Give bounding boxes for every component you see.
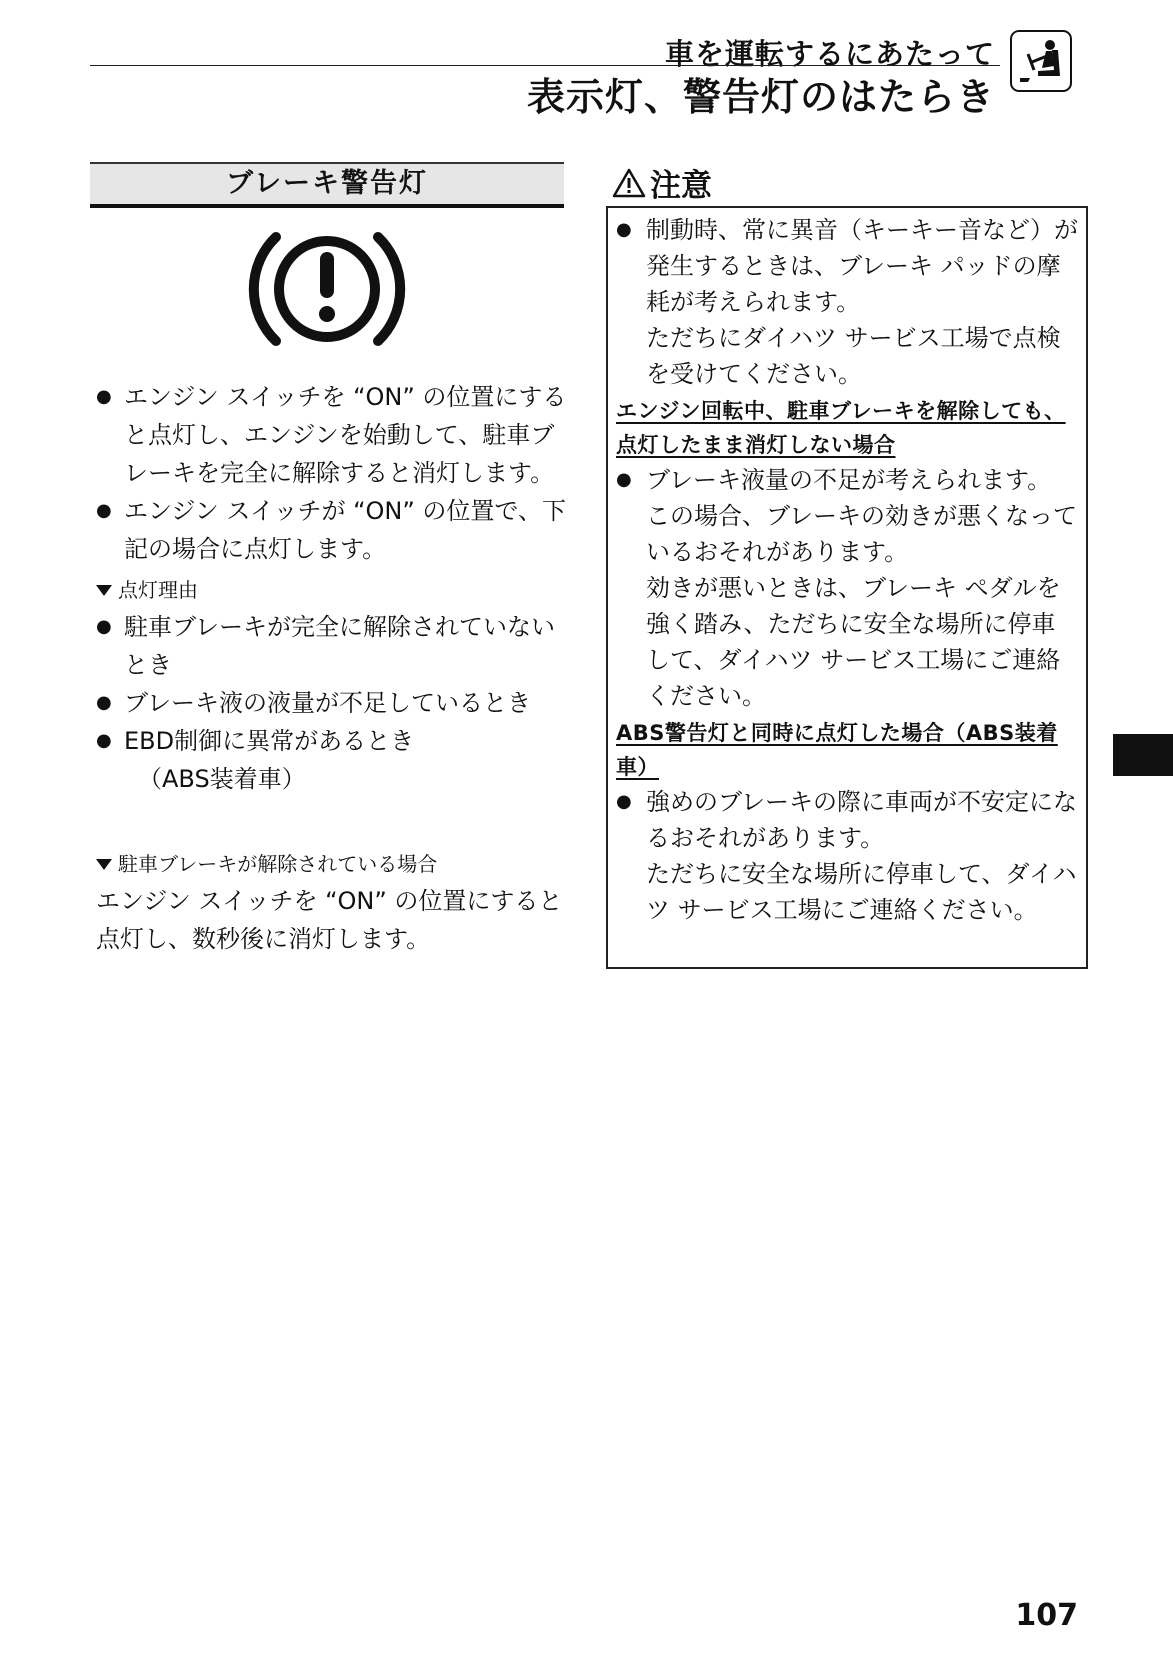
released-heading [96, 846, 576, 882]
section-heading: ブレーキ警告灯 [90, 162, 564, 208]
caution-text [646, 212, 1078, 392]
caution-subheading: ABS警告灯と同時に点灯した場合（ABS装着車） [616, 721, 1058, 779]
list-item [96, 684, 576, 722]
caution-heading [612, 160, 712, 205]
reason-text: EBD制御に異常があるとき [124, 727, 415, 755]
bullet-icon: ● [96, 692, 112, 713]
caution-item-text: ただちにダイハツ サービス工場で点検を受けてください。 [646, 324, 1061, 388]
triangle-down-icon [96, 859, 112, 870]
bullet-icon: ● [96, 730, 112, 751]
bullet-icon: ● [96, 500, 112, 521]
list-item [616, 784, 1078, 928]
left-column [96, 378, 576, 958]
warning-triangle-icon [612, 168, 646, 198]
list-item [96, 608, 576, 684]
caution-box [606, 206, 1088, 969]
list-item [96, 722, 576, 760]
caution-item-text: ブレーキ液量の不足が考えられます。 [646, 466, 1052, 494]
bullet-text: エンジン スイッチを “ON” の位置にすると点灯し、エンジンを始動して、駐車ブレーキを完全に解除すると消灯します。 [124, 383, 567, 487]
caution-item-text: 制動時、常に異音（キーキー音など）が発生するときは、ブレーキ パッドの摩耗が考えられます。 [646, 216, 1078, 316]
caution-text [646, 784, 1078, 928]
released-heading-label: 駐車ブレーキが解除されている場合 [118, 852, 438, 876]
reason-note: （ABS装着車） [138, 765, 306, 793]
caution-text [646, 462, 1078, 714]
list-item [96, 378, 576, 492]
triangle-down-icon [96, 585, 112, 596]
list-item [616, 212, 1078, 392]
caution-item-text: ただちに安全な場所に停車して、ダイハツ サービス工場にご連絡ください。 [646, 860, 1077, 924]
list-item [616, 462, 1078, 714]
list-item [96, 492, 576, 568]
bullet-icon: ● [96, 386, 112, 407]
bullet-icon: ● [616, 791, 632, 812]
driver-seat-icon [1010, 30, 1072, 92]
released-text: エンジン スイッチを “ON” の位置にすると点灯し、数秒後に消灯します。 [96, 887, 563, 953]
bullet-icon: ● [616, 219, 632, 240]
caution-title: 注意 [650, 168, 712, 204]
chapter-subtitle: 車を運転するにあたって [664, 37, 995, 71]
bullet-text: エンジン スイッチが “ON” の位置で、下記の場合に点灯します。 [124, 497, 566, 563]
caution-item-text: この場合、ブレーキの効きが悪くなっているおそれがあります。 [646, 502, 1078, 566]
reason-text: 駐車ブレーキが完全に解除されていないとき [124, 613, 556, 679]
caution-item-text: 強めのブレーキの際に車両が不安定になるおそれがあります。 [646, 788, 1078, 852]
caution-subheading: エンジン回転中、駐車ブレーキを解除しても、点灯したまま消灯しない場合 [616, 399, 1066, 457]
caution-item-text: 効きが悪いときは、ブレーキ ペダルを強く踏み、ただちに安全な場所に停車して、ダイハツ サービス工場にご連絡ください。 [646, 574, 1061, 710]
page-number: 107 [1015, 1598, 1078, 1633]
reason-heading-label: 点灯理由 [118, 578, 198, 602]
bullet-icon: ● [96, 616, 112, 637]
reason-text: ブレーキ液の液量が不足しているとき [124, 689, 532, 717]
page-title: 表示灯、警告灯のはたらき [526, 75, 995, 119]
brake-warning-lamp-icon [238, 220, 416, 362]
chapter-edge-tab [1113, 734, 1173, 776]
reason-heading [96, 572, 576, 608]
bullet-icon: ● [616, 469, 632, 490]
